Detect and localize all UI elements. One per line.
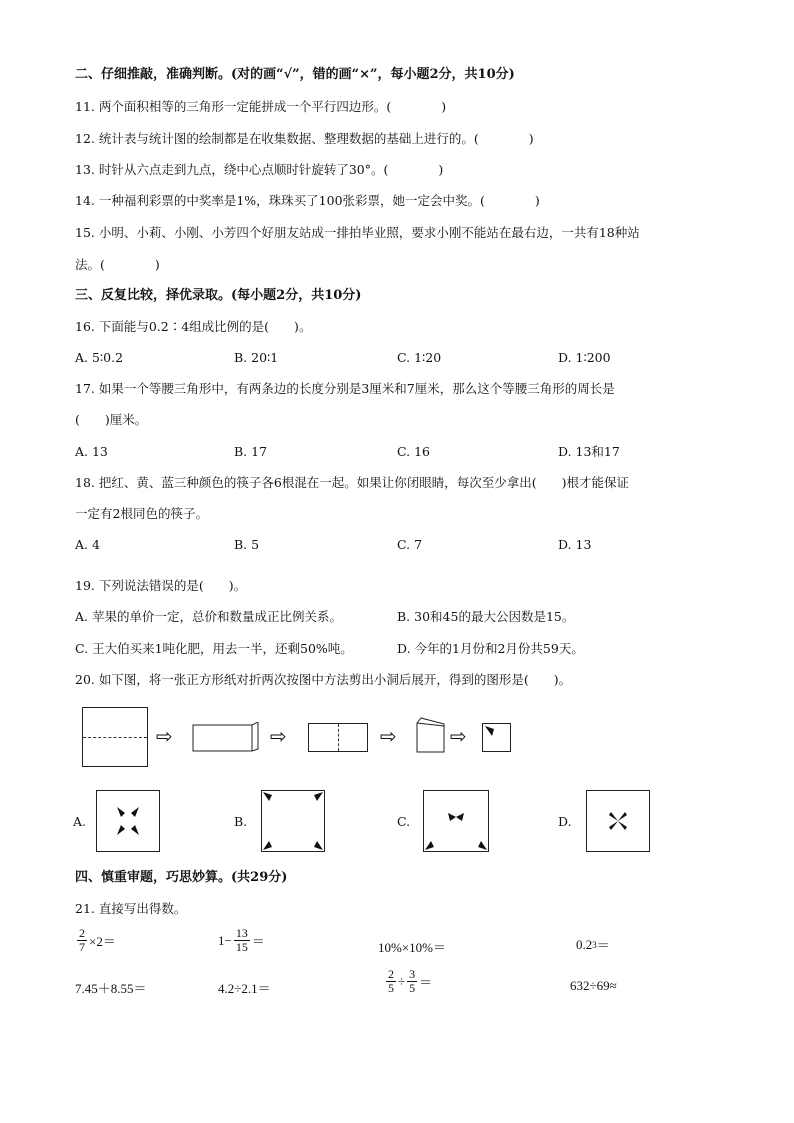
q16-option-d: D. 1∶200 (558, 350, 611, 365)
q19-option-c: C. 王大伯买来1吨化肥，用去一半，还剩50%吨。 (75, 641, 353, 656)
question-17-line-1: 17. 如果一个等腰三角形中，有两条边的长度分别是3厘米和7厘米，那么这个等腰三角形的周长是 (75, 381, 615, 396)
q17-option-a: A. 13 (75, 444, 108, 459)
arrow-icon: ⇨ (156, 724, 173, 748)
q17-option-b: B. 17 (234, 444, 268, 459)
expression-8: 632÷69≈ (570, 978, 617, 993)
q19-option-a: A. 苹果的单价一定，总价和数量成正比例关系。 (75, 609, 342, 624)
question-20: 20. 如下图，将一张正方形纸对折两次按图中方法剪出小洞后展开，得到的图形是( )。 (75, 672, 572, 687)
q20-option-d-label: D. (558, 814, 572, 829)
q20-option-a-label: A. (73, 814, 87, 829)
q18-option-a: A. 4 (75, 537, 100, 552)
q20-option-c-label: C. (397, 814, 411, 829)
q18-option-c: C. 7 (397, 537, 423, 552)
folded-paper-unfolded-view (308, 723, 368, 752)
question-12: 12. 统计表与统计图的绘制都是在收集数据、整理数据的基础上进行的。( ) (75, 131, 534, 146)
expression-3: 10%×10%＝ (378, 940, 446, 955)
expression-2: 1− $\frac{13}{15}$ ＝ (218, 926, 265, 954)
q20-option-d-figure (586, 790, 650, 852)
question-14: 14. 一种福利彩票的中奖率是1%，珠珠买了100张彩票，她一定会中奖。( ) (75, 193, 540, 208)
question-16: 16. 下面能与0.2∶4组成比例的是( )。 (75, 319, 312, 334)
folded-once-paper (192, 722, 262, 752)
section-3-heading: 三、反复比较，择优录取。(每小题2分，共10分) (75, 288, 362, 303)
expression-7: $\frac{2}{5}$ ÷ $\frac{3}{5}$ ＝ (388, 967, 433, 995)
q19-option-b: B. 30和45的最大公因数是15。 (397, 609, 575, 624)
expression-4: 0.2 3 ＝ (576, 936, 610, 953)
expression-5: 7.45＋8.55＝ (75, 981, 147, 996)
question-18-line-1: 18. 把红、黄、蓝三种颜色的筷子各6根混在一起。如果让你闭眼睛，每次至少拿出( )根才能保证 (75, 475, 630, 490)
square-paper (82, 707, 148, 767)
section-4-heading: 四、慎重审题，巧思妙算。(共29分) (75, 870, 288, 885)
question-11: 11. 两个面积相等的三角形一定能拼成一个平行四边形。( ) (75, 99, 447, 114)
q20-option-c-figure (423, 790, 489, 852)
question-15-line-1: 15. 小明、小莉、小刚、小芳四个好朋友站成一排拍毕业照，要求小刚不能站在最右边，一共有18种站 (75, 225, 640, 240)
question-18-line-2: 一定有2根同色的筷子。 (75, 506, 208, 521)
arrow-icon: ⇨ (380, 724, 397, 748)
q18-option-b: B. 5 (234, 537, 260, 552)
q19-option-d: D. 今年的1月份和2月份共59天。 (397, 641, 584, 656)
expression-1: $\frac{2}{7}$ ×2＝ (79, 926, 116, 954)
arrow-icon: ⇨ (270, 724, 287, 748)
q20-option-b-label: B. (234, 814, 248, 829)
q17-option-c: C. 16 (397, 444, 430, 459)
question-19: 19. 下列说法错误的是( )。 (75, 578, 247, 593)
cut-paper (482, 723, 511, 752)
expression-6: 4.2÷2.1＝ (218, 981, 271, 996)
question-15-line-2: 法。( ) (75, 257, 160, 272)
question-21: 21. 直接写出得数。 (75, 901, 187, 916)
q18-option-d: D. 13 (558, 537, 592, 552)
q20-option-b-figure (261, 790, 325, 852)
section-2-heading: 二、仔细推敲，准确判断。(对的画“√”，错的画“×”，每小题2分，共10分) (75, 67, 515, 82)
q16-option-b: B. 20∶1 (234, 350, 279, 365)
q17-option-d: D. 13和17 (558, 444, 620, 459)
q16-option-c: C. 1∶20 (397, 350, 442, 365)
folded-twice-paper (416, 717, 446, 753)
question-13: 13. 时针从六点走到九点，绕中心点顺时针旋转了30°。( ) (75, 162, 444, 177)
q20-option-a-figure (96, 790, 160, 852)
arrow-icon: ⇨ (450, 724, 467, 748)
q16-option-a: A. 5∶0.2 (75, 350, 124, 365)
question-17-line-2: ( )厘米。 (75, 412, 148, 427)
